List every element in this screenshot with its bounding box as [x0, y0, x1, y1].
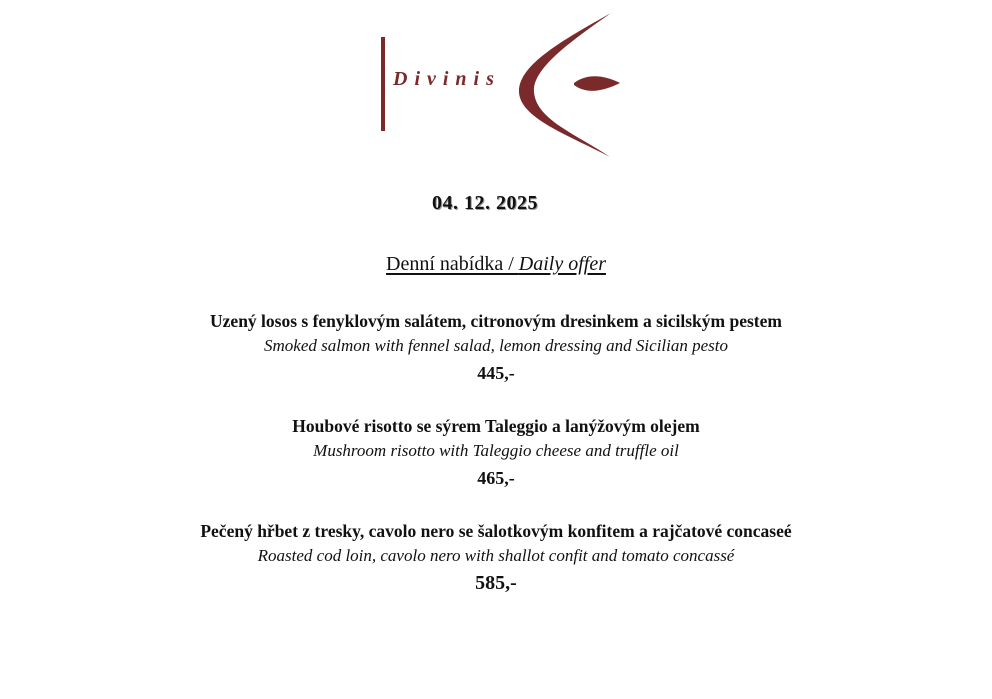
dish-price: 445,-	[477, 363, 515, 383]
dish-name-en: Smoked salmon with fennel salad, lemon dressing and Sicilian pesto	[264, 336, 728, 355]
menu-date: 04. 12. 2025	[432, 192, 538, 214]
dish-name-cz: Houbové risotto se sýrem Taleggio a lanýžovým olejem	[292, 416, 700, 436]
menu-item	[0, 309, 992, 414]
heading-cz: Denní nabídka /	[386, 253, 519, 275]
dish-price: 465,-	[477, 468, 515, 488]
logo-text: Divinis	[393, 68, 501, 90]
dish-price: 585,-	[475, 572, 517, 594]
daily-offer-heading	[0, 253, 992, 276]
menu-item	[0, 519, 992, 624]
dish-name-en: Mushroom risotto with Taleggio cheese and truffle oil	[313, 441, 679, 460]
divinis-logo	[378, 10, 623, 160]
heading-en: Daily offer	[518, 253, 606, 275]
menu-list	[0, 309, 992, 624]
dish-name-cz: Uzený losos s fenyklovým salátem, citronovým dresinkem a sicilským pestem	[210, 311, 782, 331]
dish-name-cz: Pečený hřbet z tresky, cavolo nero se šalotkovým konfitem a rajčatové concaseé	[200, 521, 792, 541]
dish-name-en: Roasted cod loin, cavolo nero with shallot confit and tomato concassé	[257, 546, 735, 565]
menu-item	[0, 414, 992, 519]
